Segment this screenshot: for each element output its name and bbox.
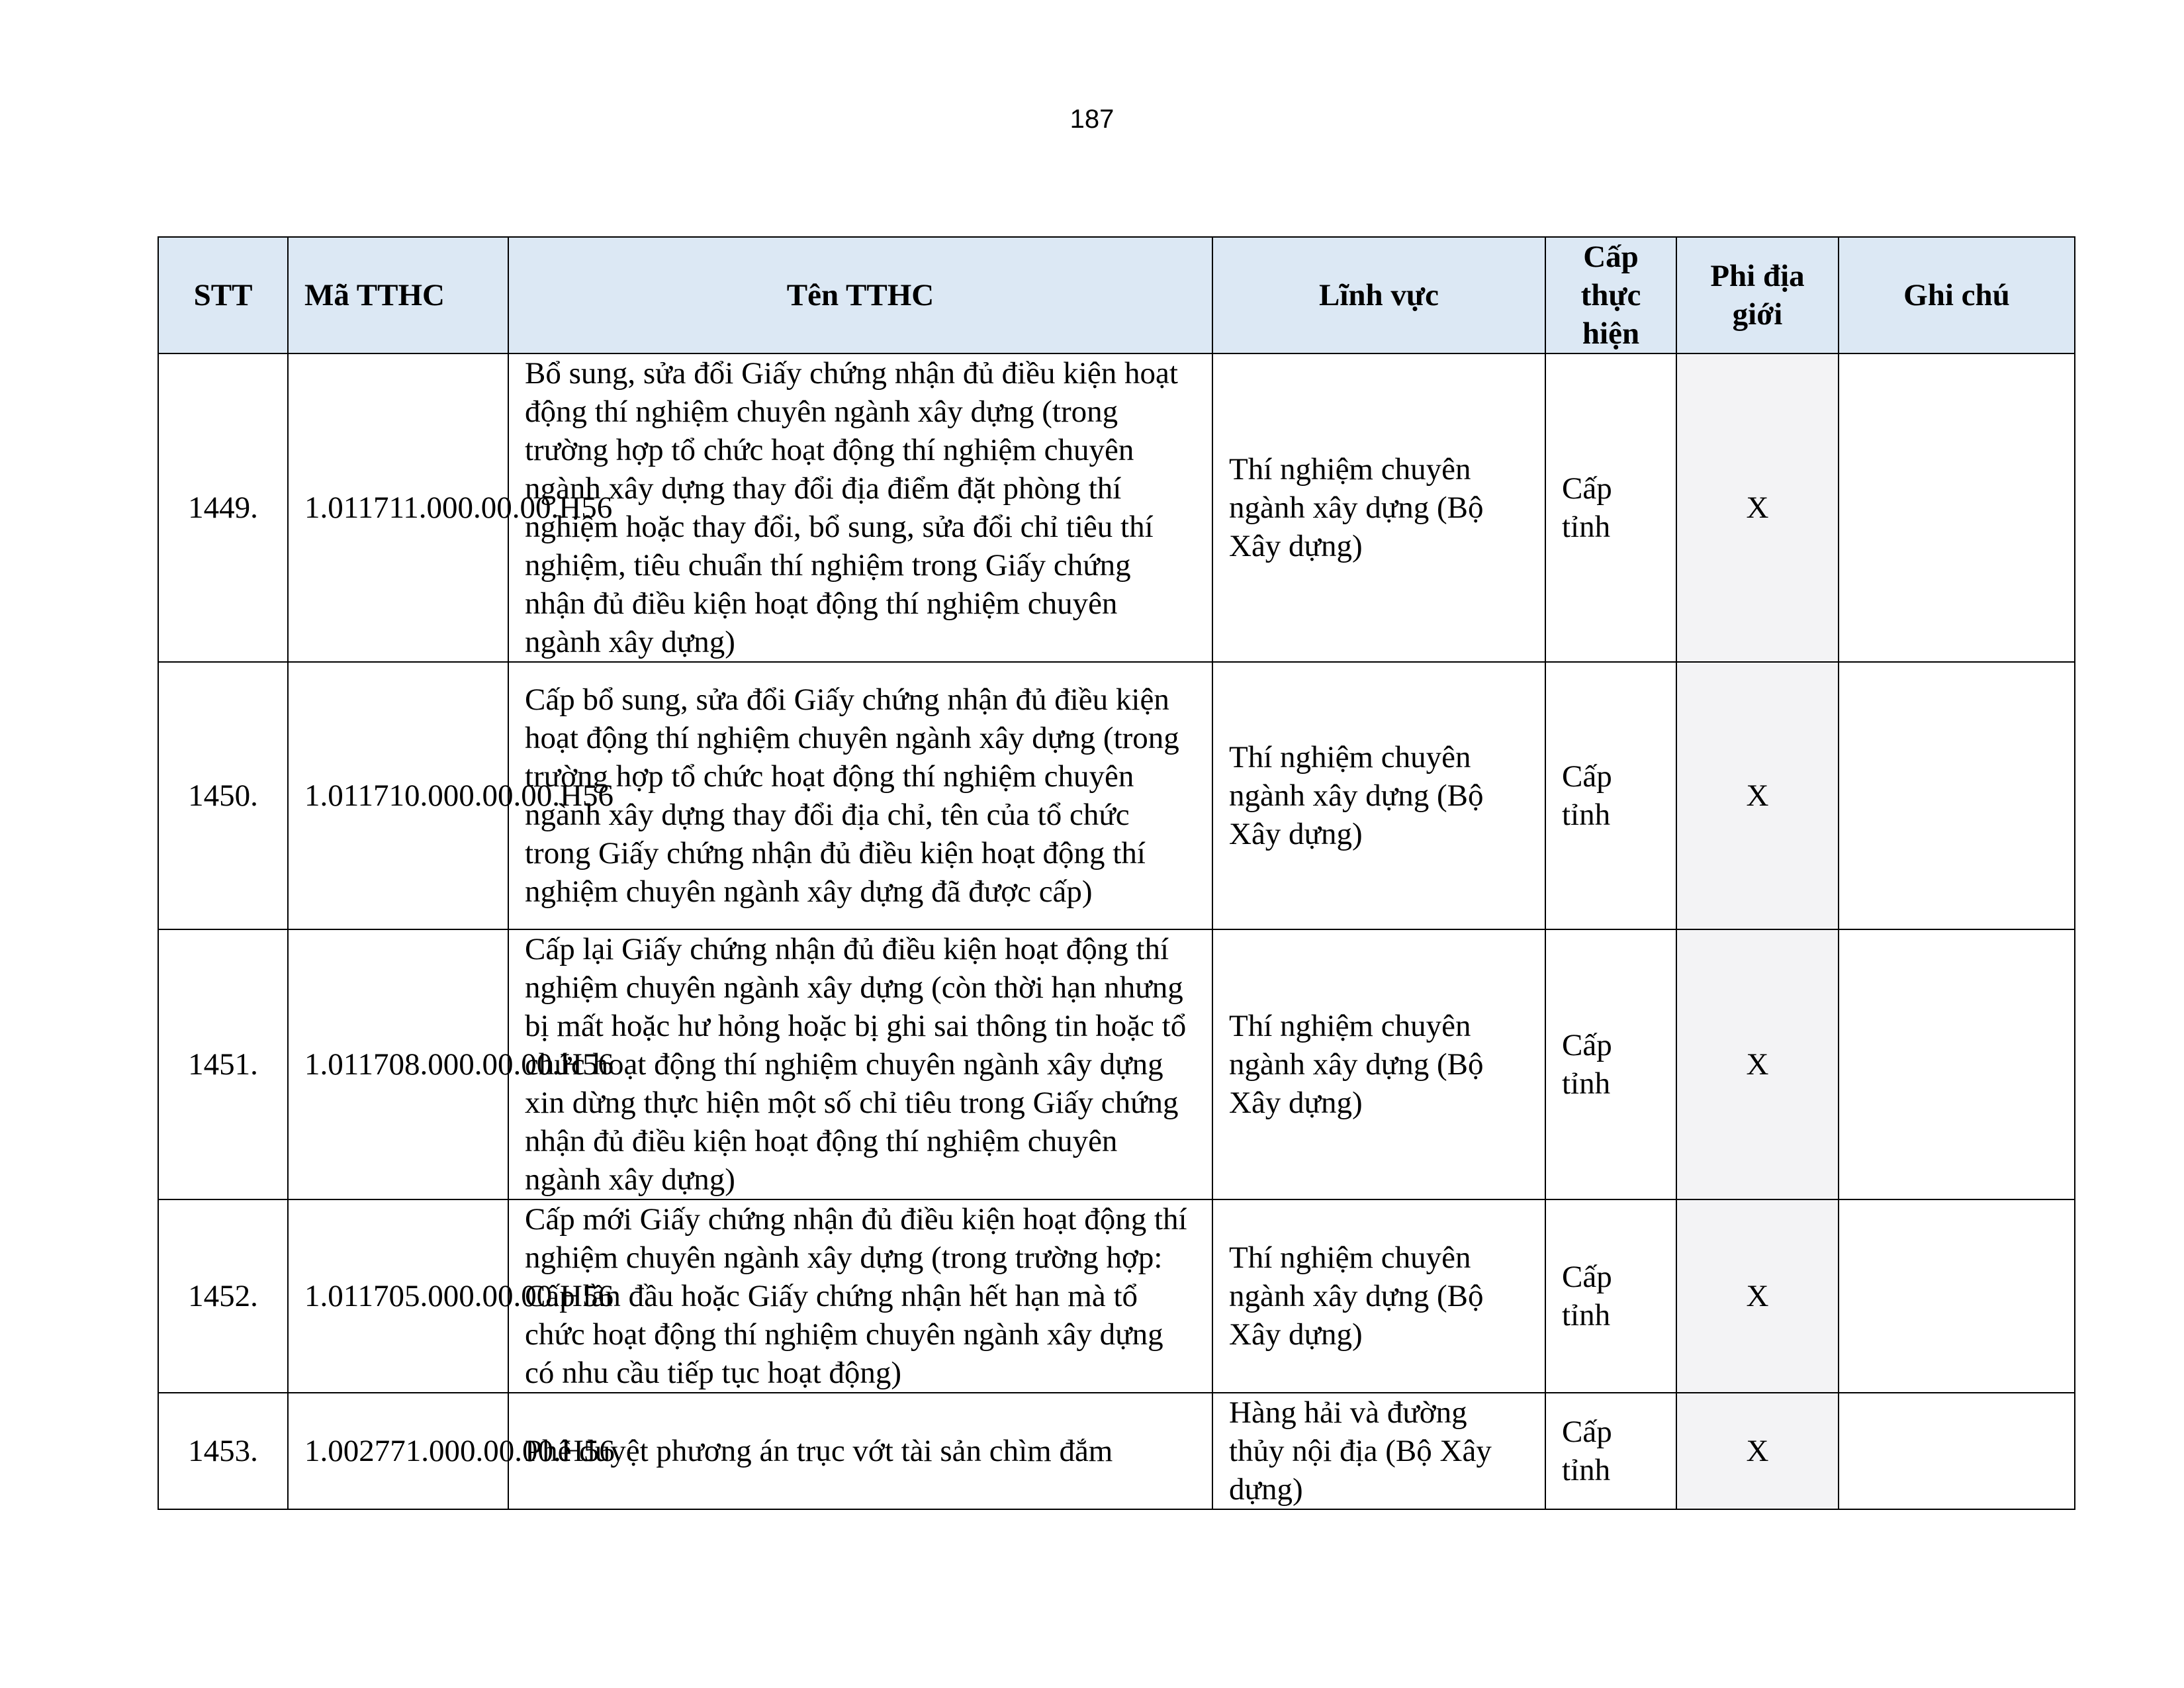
- table-header-row: [158, 237, 2075, 353]
- cell-non-boundary: X: [1676, 929, 1839, 1199]
- cell-note: [1839, 353, 2075, 662]
- cell-field: Thí nghiệm chuyên ngành xây dựng (Bộ Xây dựng): [1212, 353, 1545, 662]
- cell-stt: 1452.: [158, 1199, 288, 1393]
- cell-stt: 1453.: [158, 1393, 288, 1509]
- cell-code: 1.011705.000.00.00.H56: [288, 1199, 508, 1393]
- cell-field: Hàng hải và đường thủy nội địa (Bộ Xây dựng): [1212, 1393, 1545, 1509]
- header-note: Ghi chú: [1839, 237, 2075, 353]
- cell-level: Cấp tỉnh: [1545, 1393, 1676, 1509]
- cell-non-boundary: X: [1676, 353, 1839, 662]
- cell-note: [1839, 1393, 2075, 1509]
- cell-name: Cấp mới Giấy chứng nhận đủ điều kiện hoạt động thí nghiệm chuyên ngành xây dựng (trong trường hợp: Cấp lần đầu hoặc Giấy chứng nhận hết hạn mà tổ chức hoạt động thí nghiệm chuyên ngành xây dựng có nhu cầu tiếp tục hoạt động): [508, 1199, 1212, 1393]
- header-field: Lĩnh vực: [1212, 237, 1545, 353]
- cell-code: 1.002771.000.00.00.H56: [288, 1393, 508, 1509]
- cell-level: Cấp tỉnh: [1545, 1199, 1676, 1393]
- cell-non-boundary: X: [1676, 662, 1839, 929]
- cell-stt: 1449.: [158, 353, 288, 662]
- header-stt: STT: [158, 237, 288, 353]
- cell-note: [1839, 929, 2075, 1199]
- header-non-boundary: Phi địa giới: [1676, 237, 1839, 353]
- cell-name: Phê duyệt phương án trục vớt tài sản chìm đắm: [508, 1393, 1212, 1509]
- cell-note: [1839, 662, 2075, 929]
- cell-level: Cấp tỉnh: [1545, 662, 1676, 929]
- cell-field: Thí nghiệm chuyên ngành xây dựng (Bộ Xây dựng): [1212, 662, 1545, 929]
- cell-non-boundary: X: [1676, 1393, 1839, 1509]
- cell-code: 1.011710.000.00.00.H56: [288, 662, 508, 929]
- cell-level: Cấp tỉnh: [1545, 353, 1676, 662]
- page-number: 187: [1069, 105, 1115, 134]
- cell-stt: 1451.: [158, 929, 288, 1199]
- cell-name: Cấp lại Giấy chứng nhận đủ điều kiện hoạt động thí nghiệm chuyên ngành xây dựng (còn thời hạn nhưng bị mất hoặc hư hỏng hoặc bị ghi sai thông tin hoặc tổ chức hoạt động thí nghiệm chuyên ngành xây dựng xin dừng thực hiện một số chỉ tiêu trong Giấy chứng nhận đủ điều kiện hoạt động thí nghiệm chuyên ngành xây dựng): [508, 929, 1212, 1199]
- cell-code: 1.011708.000.00.00.H56: [288, 929, 508, 1199]
- procedures-table: [158, 236, 2075, 1510]
- table-row: [158, 1199, 2075, 1393]
- cell-non-boundary: X: [1676, 1199, 1839, 1393]
- header-name: Tên TTHC: [508, 237, 1212, 353]
- header-level: Cấp thực hiện: [1545, 237, 1676, 353]
- cell-field: Thí nghiệm chuyên ngành xây dựng (Bộ Xây dựng): [1212, 929, 1545, 1199]
- table-row: [158, 1393, 2075, 1509]
- cell-name: Cấp bổ sung, sửa đổi Giấy chứng nhận đủ điều kiện hoạt động thí nghiệm chuyên ngành xây dựng (trong trường hợp tổ chức hoạt động thí nghiệm chuyên ngành xây dựng thay đổi địa chỉ, tên của tổ chức trong Giấy chứng nhận đủ điều kiện hoạt động thí nghiệm chuyên ngành xây dựng đã được cấp): [508, 662, 1212, 929]
- cell-note: [1839, 1199, 2075, 1393]
- cell-stt: 1450.: [158, 662, 288, 929]
- cell-code: 1.011711.000.00.00.H56: [288, 353, 508, 662]
- table-row: [158, 662, 2075, 929]
- cell-name: Bổ sung, sửa đổi Giấy chứng nhận đủ điều kiện hoạt động thí nghiệm chuyên ngành xây dựng (trong trường hợp tổ chức hoạt động thí nghiệm chuyên ngành xây dựng thay đổi địa điểm đặt phòng thí nghiệm hoặc thay đổi, bổ sung, sửa đổi chỉ tiêu thí nghiệm, tiêu chuẩn thí nghiệm trong Giấy chứng nhận đủ điều kiện hoạt động thí nghiệm chuyên ngành xây dựng): [508, 353, 1212, 662]
- table-row: [158, 929, 2075, 1199]
- table-row: [158, 353, 2075, 662]
- header-code: Mã TTHC: [288, 237, 508, 353]
- cell-level: Cấp tỉnh: [1545, 929, 1676, 1199]
- cell-field: Thí nghiệm chuyên ngành xây dựng (Bộ Xây dựng): [1212, 1199, 1545, 1393]
